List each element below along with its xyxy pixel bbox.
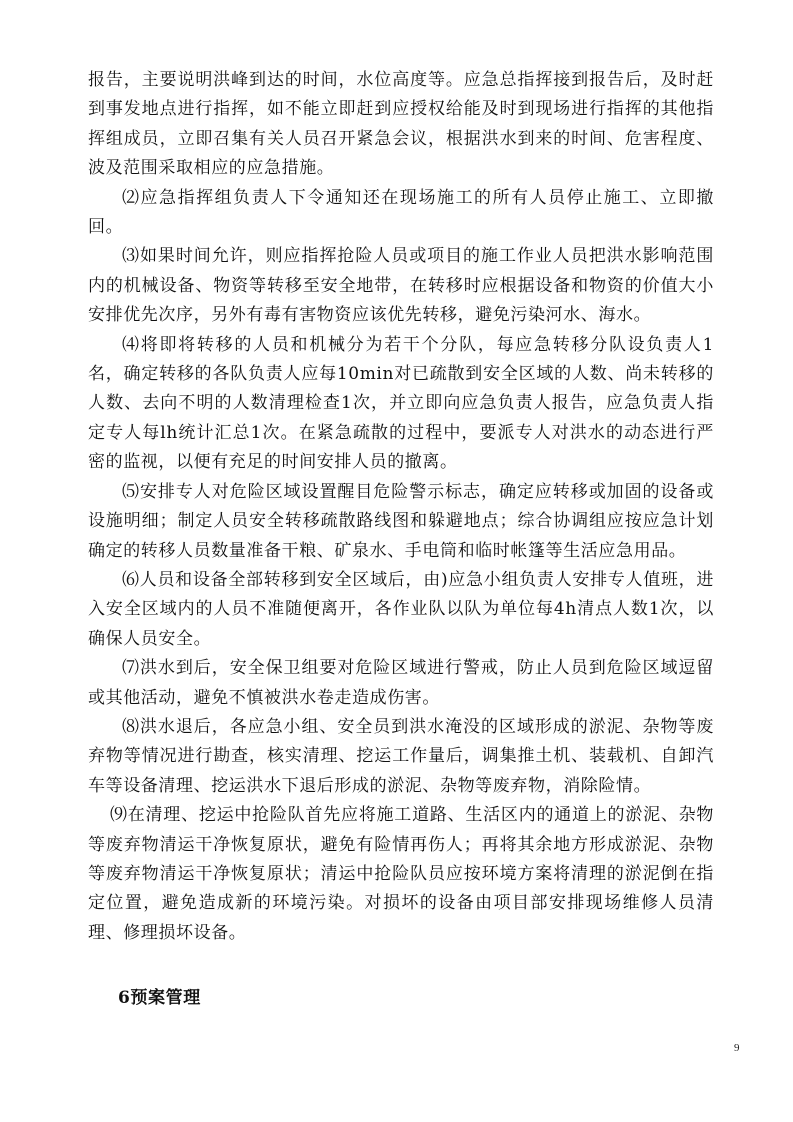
paragraph-3: ⑶如果时间允许，则应指挥抢险人员或项目的施工作业人员把洪水影响范围内的机械设备、物资等转移至安全地带，在转移时应根据设备和物资的价值大小安排优先次序，另外有毒有害物资应该优先转移，避免污染河水、海水。 — [88, 246, 714, 326]
paragraph-9: ⑼在清理、挖运中抢险队首先应将施工道路、生活区内的通道上的淤泥、杂物等废弃物清运干净恢复原状，避免有险情再伤人；再将其余地方形成淤泥、杂物等废弃物清运干净恢复原状；清运中抢险队员应按环境方案将清理的淤泥倒在指定位置，避免造成新的环境污染。对损坏的设备由项目部安排现场维修人员清理、修理损坏设备。 — [88, 805, 714, 943]
paragraph-1: 报告，主要说明洪峰到达的时间，水位高度等。应急总指挥接到报告后，及时赶到事发地点进行指挥，如不能立即赶到应授权给能及时到现场进行指挥的其他指挥组成员，立即召集有关人员召开紧急会议，根据洪水到来的时间、危害程度、波及范围采取相应的应急措施。 — [88, 70, 714, 179]
page-number: 9 — [734, 1042, 740, 1054]
paragraph-8: ⑻洪水退后，各应急小组、安全员到洪水淹没的区域形成的淤泥、杂物等废弃物等情况进行勘查，核实清理、挖运工作量后，调集推土机、装载机、自卸汽车等设备清理、挖运洪水下退后形成的淤泥、杂物等废弃物，消除险情。 — [88, 716, 714, 796]
paragraph-5: ⑸安排专人对危险区域设置醒目危险警示标志，确定应转移或加固的设备或设施明细；制定人员安全转移疏散路线图和躲避地点；综合协调组应按应急计划确定的转移人员数量准备干粮、矿泉水、手电筒和临时帐篷等生活应急用品。 — [88, 481, 714, 561]
paragraph-6: ⑹人员和设备全部转移到安全区域后，由)应急小组负责人安排专人值班，进入安全区域内的人员不准随便离开，各作业队以队为单位每4h清点人数1次，以确保人员安全。 — [88, 569, 714, 649]
paragraph-2: ⑵应急指挥组负责人下令通知还在现场施工的所有人员停止施工、立即撤回。 — [88, 187, 714, 238]
section-heading: 6预案管理 — [118, 988, 201, 1008]
paragraph-4: ⑷将即将转移的人员和机械分为若干个分队，每应急转移分队设负责人1名，确定转移的各队负责人应每10min对已疏散到安全区域的人数、尚未转移的人数、去向不明的人数清理检查1次，并立即向应急负责人报告，应急负责人指定专人每lh统计汇总1次。在紧急疏散的过程中，要派专人对洪水的动态进行严密的监视，以便有充足的时间安排人员的撤离。 — [88, 334, 714, 473]
paragraph-7: ⑺洪水到后，安全保卫组要对危险区域进行警戒，防止人员到危险区域逗留或其他活动，避免不慎被洪水卷走造成伤害。 — [88, 658, 714, 708]
document-body — [88, 66, 714, 948]
